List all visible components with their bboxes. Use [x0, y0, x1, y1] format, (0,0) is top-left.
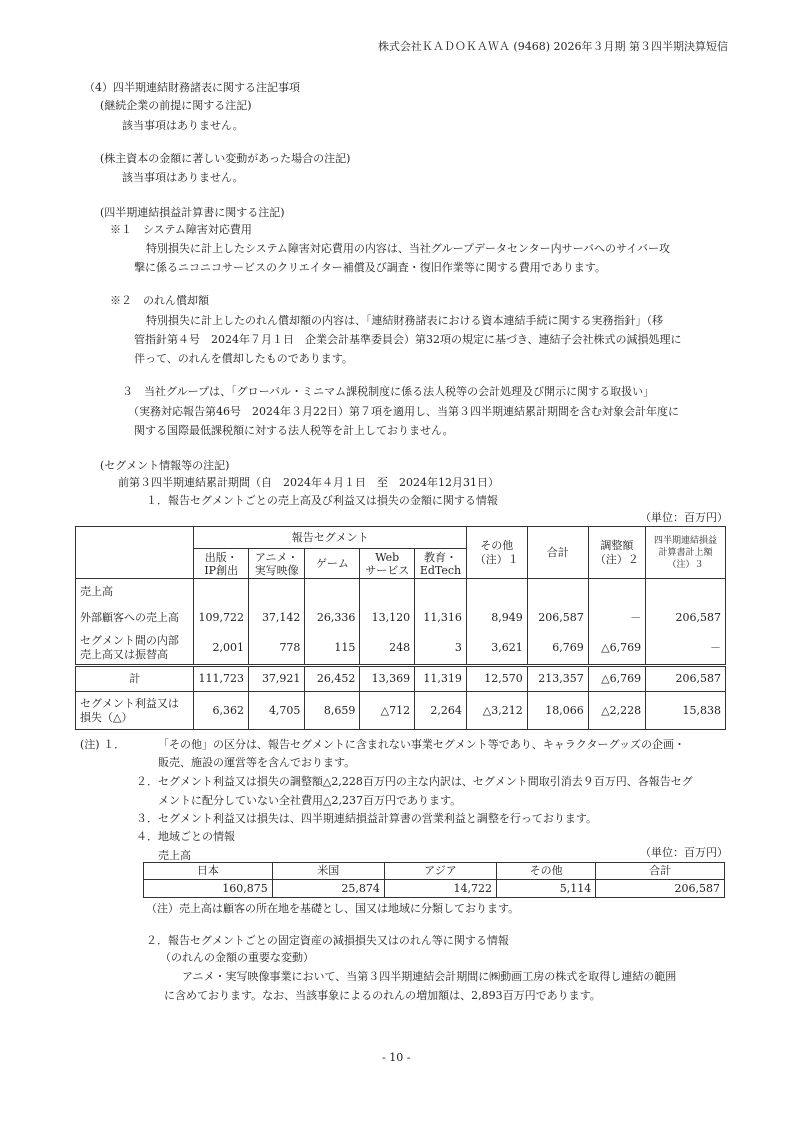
note-line: に含めております。なお、当該事象によるのれんの増加額は、2,893百万円であります。 [164, 989, 601, 1002]
table-cell: 26,336 [305, 605, 360, 632]
unit-label: （単位：百万円） [640, 511, 728, 524]
note-subheading: （のれんの金額の重要な変動） [160, 951, 314, 964]
note-number: ３． [136, 812, 158, 825]
table-cell: 2,264 [415, 692, 467, 730]
note-line: アニメ・実写映像事業において、当第３四半期連結会計期間に㈱動画工房の株式を取得し連結の範囲 [182, 970, 677, 983]
table-cell: 8,659 [305, 692, 360, 730]
note-line: 「その他」の区分は、報告セグメントに含まれない事業セグメント等であり、キャラクターグッズの企画・ [158, 738, 686, 751]
table-cell: △6,769 [588, 666, 645, 692]
note-line: （実務対応報告第46号 2024年３月22日）第７項を適用し、当第３四半期連結累計期間を含む対象会計年度に [128, 405, 679, 418]
note-line: メントに配分していない全社費用△2,237百万円であります。 [158, 794, 462, 807]
table-cell: △3,212 [466, 692, 527, 730]
table-row [76, 579, 726, 605]
table-cell [527, 579, 588, 605]
group-header: 報告セグメント [194, 527, 466, 549]
table-cell: 25,874 [272, 880, 384, 898]
table-cell: 6,769 [527, 632, 588, 666]
note-line: 特別損失に計上したシステム障害対応費用の内容は、当社グループデータセンター内サーバへのサイバー攻 [146, 242, 671, 255]
table-cell: △712 [360, 692, 415, 730]
table-cell: 14,722 [384, 880, 496, 898]
table-cell: － [588, 605, 645, 632]
table-cell [248, 579, 304, 605]
note-heading: (四半期連結損益計算書に関する注記) [100, 206, 285, 219]
table-cell: 37,142 [248, 605, 304, 632]
col-header: 日本 [144, 863, 273, 880]
table-cell: 2,001 [194, 632, 249, 666]
table-cell: △2,228 [588, 692, 645, 730]
table-cell: 3,621 [466, 632, 527, 666]
table-cell: 248 [360, 632, 415, 666]
col-header: Web サービス [360, 549, 415, 579]
geo-note: （注）売上高は顧客の所在地を基礎とし、国又は地域に分類しております。 [146, 902, 520, 915]
table-cell [415, 579, 467, 605]
table-cell: 15,838 [646, 692, 726, 730]
note-line: セグメント利益又は損失の調整額△2,228百万円の主な内訳は、セグメント間取引消去９百万円、各報告セグ [158, 775, 693, 788]
table-cell [646, 579, 726, 605]
note-heading: (継続企業の前提に関する注記) [100, 99, 252, 112]
col-header: 四半期連結損益 計算書計上額 （注）３ [646, 527, 726, 579]
table-cell: 26,452 [305, 666, 360, 692]
page-header: 株式会社ＫＡＤＯＫＡＷＡ (9468) 2026年３月期 第３四半期決算短信 [377, 40, 728, 53]
table-cell: 3 [415, 632, 467, 666]
table-cell [466, 579, 527, 605]
note-number: ２． [136, 775, 158, 788]
segment-subheading: １．報告セグメントごとの売上高及び利益又は損失の金額に関する情報 [146, 494, 498, 507]
note-line: 伴って、のれんを償却したものであります。 [134, 352, 353, 365]
note-heading: (セグメント情報等の注記) [100, 459, 230, 472]
table-cell: 37,921 [248, 666, 304, 692]
col-header: ゲーム [305, 549, 360, 579]
table-cell [194, 579, 249, 605]
note-line: ３ 当社グループは、「グローバル・ミニマム課税制度に係る法人税等の会計処理及び開示に関する取扱い」 [122, 385, 655, 398]
col-header: 合計 [596, 863, 725, 880]
col-header: アニメ・ 実写映像 [248, 549, 304, 579]
table-row [76, 666, 726, 692]
table-cell [360, 579, 415, 605]
table-cell: － [646, 632, 726, 666]
section-title: （4）四半期連結財務諸表に関する注記事項 [84, 81, 300, 94]
table-row [76, 632, 726, 666]
col-header: その他 [497, 863, 596, 880]
segment-table [75, 526, 726, 730]
note-line: セグメント利益又は損失は、四半期連結損益計算書の営業利益と調整を行っております。 [158, 812, 598, 825]
col-header: 合計 [527, 527, 588, 579]
table-cell: 8,949 [466, 605, 527, 632]
table-cell: 11,319 [415, 666, 467, 692]
table-cell: 11,316 [415, 605, 467, 632]
unit-label: （単位：百万円） [640, 846, 728, 859]
table-cell: 12,570 [466, 666, 527, 692]
note-subheading: ※２ のれん償却額 [110, 294, 209, 307]
table-cell: 111,723 [194, 666, 249, 692]
note-line: 地域ごとの情報 [158, 830, 235, 843]
table-cell: 13,120 [360, 605, 415, 632]
table-row [76, 692, 726, 730]
row-label: 外部顧客への売上高 [76, 605, 194, 632]
table-cell: 6,362 [194, 692, 249, 730]
table-cell: 115 [305, 632, 360, 666]
table-row [76, 605, 726, 632]
note-line: 撃に係るニコニコサービスのクリエイター補償及び調査・復旧作業等に関する費用であります。 [134, 261, 606, 274]
table-cell: 4,705 [248, 692, 304, 730]
table-cell: 213,357 [527, 666, 588, 692]
geo-table [143, 862, 725, 898]
note-line: 管指針第４号 2024年７月１日 企業会計基準委員会）第32項の規定に基づき、連結子会社株式の減損処理に [134, 333, 682, 346]
segment-period: 前第３四半期連結累計期間（自 2024年４月１日 至 2024年12月31日） [118, 476, 499, 489]
note-line: 特別損失に計上したのれん償却額の内容は、「連結財務諸表における資本連結手続に関する実務指針」（移 [146, 314, 663, 327]
table-cell [305, 579, 360, 605]
table-cell: 160,875 [144, 880, 273, 898]
note-body: 該当事項はありません。 [122, 171, 244, 184]
note-number: (注) １． [80, 738, 126, 751]
row-label: セグメント間の内部 売上高又は振替高 [76, 632, 194, 666]
table-cell: 206,587 [527, 605, 588, 632]
table-cell: 13,369 [360, 666, 415, 692]
note-line: 売上高 [158, 849, 191, 862]
row-label: 売上高 [76, 579, 194, 605]
table-cell: 206,587 [596, 880, 725, 898]
table-cell: 18,066 [527, 692, 588, 730]
col-header: その他 （注）１ [466, 527, 527, 579]
col-header: 出版・ IP創出 [194, 549, 249, 579]
table-cell: 206,587 [646, 666, 726, 692]
corner-cell [76, 527, 194, 579]
row-label: セグメント利益又は 損失（△） [76, 692, 194, 730]
table-cell: △6,769 [588, 632, 645, 666]
col-header: 教育・ EdTech [415, 549, 467, 579]
page-number: - 10 - [382, 1051, 411, 1064]
note-subheading: ※１ システム障害対応費用 [110, 223, 252, 236]
note-line: 販売、施設の運営等を含んでおります。 [158, 756, 356, 769]
col-header: アジア [384, 863, 496, 880]
segment-subheading: ２．報告セグメントごとの固定資産の減損損失又はのれん等に関する情報 [146, 934, 509, 947]
table-cell: 778 [248, 632, 304, 666]
table-cell: 5,114 [497, 880, 596, 898]
note-heading: (株主資本の金額に著しい変動があった場合の注記) [100, 152, 351, 165]
table-cell: 206,587 [646, 605, 726, 632]
row-label: 計 [76, 666, 194, 692]
table-cell [588, 579, 645, 605]
note-line: 関する国際最低課税額に対する法人税等を計上しておりません。 [134, 424, 454, 437]
note-number: ４． [136, 830, 158, 843]
note-body: 該当事項はありません。 [122, 119, 244, 132]
col-header: 調整額 （注）２ [588, 527, 645, 579]
table-cell: 109,722 [194, 605, 249, 632]
col-header: 米国 [272, 863, 384, 880]
